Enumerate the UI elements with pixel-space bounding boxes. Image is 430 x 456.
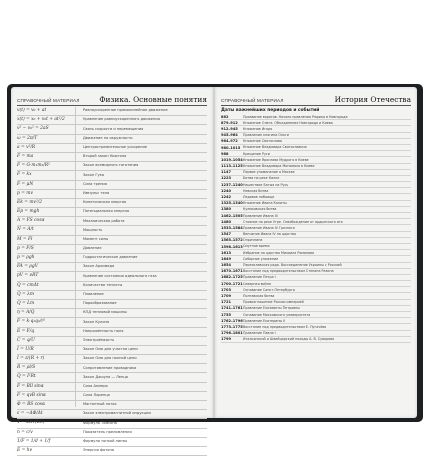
formula: I = ε/(R + r) <box>17 356 44 361</box>
event-year: 1670–1671 <box>221 269 243 273</box>
formula: F = BIl sinα <box>17 384 44 389</box>
formula-description: Уравнение равноускоренного движения <box>83 117 160 121</box>
event-text: Нашествие Батыя на Русь <box>243 182 411 187</box>
formula: ω = 2π/T <box>17 136 37 141</box>
event-text: Правление Павла I <box>243 331 411 336</box>
formula: FA = ρgV <box>17 264 38 269</box>
table-row <box>17 355 207 364</box>
event-text: Восстание под предводительством Степана Разина <box>243 269 411 274</box>
formula: R = ρl/S <box>17 365 35 370</box>
formula: 1/F = 1/d + 1/f <box>17 439 50 444</box>
table-row <box>17 144 207 153</box>
event-text: Княжение Ивана Калиты <box>243 201 411 206</box>
event-year: 1598–1613 <box>221 245 243 249</box>
table-row <box>17 346 207 355</box>
formula-description: Закон Кулона <box>83 320 109 324</box>
event-text: Княжение Ярослава Мудрого в Киеве <box>243 157 411 162</box>
event-year: 1755 <box>221 313 231 317</box>
formula: A = FS cosα <box>17 218 44 223</box>
event-year: 964–972 <box>221 139 238 143</box>
event-year: 879–912 <box>221 121 238 125</box>
table-row <box>17 438 207 447</box>
table-row <box>17 171 207 180</box>
event-year: 1741–1761 <box>221 306 243 310</box>
table-row <box>17 236 207 245</box>
event-text: Невская битва <box>243 188 411 193</box>
history-rows <box>221 114 411 343</box>
event-text: Смутное время <box>243 244 411 249</box>
formula-description: Сила трения <box>83 182 107 186</box>
formula: Q = λm <box>17 292 34 297</box>
table-row <box>17 162 207 171</box>
event-year: 1547 <box>221 232 231 236</box>
formula-description: Закон Гука <box>83 173 104 177</box>
table-row <box>17 125 207 134</box>
event-year: 1613 <box>221 251 231 255</box>
formula: F = k·q₁q₂/r² <box>17 319 45 324</box>
table-row <box>17 226 207 235</box>
event-text: Опричнина <box>243 238 411 243</box>
history-table <box>221 107 411 343</box>
event-text: Княжение Владимира Мономаха в Киеве <box>243 164 411 169</box>
formula: C = q/U <box>17 338 35 343</box>
event-year: 1223 <box>221 176 231 180</box>
left-page-title: Физика. Основные понятия <box>99 95 207 104</box>
table-row <box>17 153 207 162</box>
event-year: 1147 <box>221 170 231 174</box>
event-year: 1709 <box>221 294 231 298</box>
table-row <box>17 447 207 456</box>
formula-description: Сила Ампера <box>83 384 108 388</box>
event-year: 1113–1125 <box>221 164 243 168</box>
event-year: 1533–1584 <box>221 226 243 230</box>
formula: x(t) = x₀ + v₀t + at²/2 <box>17 117 65 122</box>
formula: p = ρgh <box>17 255 35 260</box>
event-year: 1649 <box>221 257 231 261</box>
formula-description: Сопротивление проводника <box>83 366 136 370</box>
event-year: 1019–1054 <box>221 158 243 162</box>
table-row <box>17 135 207 144</box>
event-text: Княжение Владимира Святославича <box>243 145 411 150</box>
formula-description: Показатель преломления <box>83 430 132 434</box>
table-row <box>17 291 207 300</box>
formula-description: Парообразование <box>83 301 117 305</box>
formula-description: Импульс тела <box>83 191 109 195</box>
right-page-title: История Отечества <box>335 95 411 104</box>
event-text: Полтавская битва <box>243 293 411 298</box>
table-row <box>17 217 207 226</box>
formula-description: Магнитный поток <box>83 402 117 406</box>
table-row <box>17 410 207 419</box>
event-text: Северная война <box>243 281 411 286</box>
event-year: 862 <box>221 115 229 119</box>
event-text: Правление Петра I <box>243 275 411 280</box>
formula-description: Формула тонкой линзы <box>83 439 127 443</box>
formula: p = mv <box>17 191 33 196</box>
formula: v² − v₀² = 2aS <box>17 126 49 131</box>
event-text: Стояние на реке Угре. Освобождение от ордынского ига <box>243 219 411 224</box>
formula-description: Закон Ома для полной цепи <box>83 356 137 360</box>
left-page-header <box>17 94 207 106</box>
formula: Q = Lm <box>17 301 34 306</box>
formula-description: Центростремительное ускорение <box>83 145 147 149</box>
table-row <box>17 245 207 254</box>
physics-table <box>17 107 207 456</box>
event-text: Правление Елизаветы Петровны <box>243 306 411 311</box>
table-row <box>17 364 207 373</box>
event-year: 1773–1775 <box>221 325 243 329</box>
left-section-label: СПРАВОЧНЫЙ МАТЕРИАЛ <box>17 98 80 103</box>
formula: ε = −ΔΦ/Δt <box>17 411 43 416</box>
table-row <box>17 181 207 190</box>
history-subtitle: Даты важнейших периодов и событий <box>221 107 411 114</box>
formula-description: Гидростатическое давление <box>83 255 137 259</box>
formula-description: Электроёмкость <box>83 338 114 342</box>
table-row <box>17 107 207 116</box>
event-text: Первое упоминание о Москве <box>243 170 411 175</box>
right-page <box>215 87 417 418</box>
table-row <box>17 254 207 263</box>
event-year: 1325–1340 <box>221 201 243 205</box>
formula-description: Момент силы <box>83 237 108 241</box>
table-row <box>17 300 207 309</box>
formula-description: Кинетическая энергия <box>83 200 126 204</box>
formula-description: Второй закон Ньютона <box>83 154 126 158</box>
formula-description: Формула Томсона <box>83 421 117 425</box>
event-text: Правление княгини Ольги <box>243 133 411 138</box>
formula-description: Сила Лоренца <box>83 393 110 397</box>
event-text: Правление Ивана III <box>243 213 411 218</box>
table-row <box>17 208 207 217</box>
table-row <box>17 199 207 208</box>
formula-description: Механическая работа <box>83 219 125 223</box>
table-row <box>17 116 207 125</box>
table-row <box>17 190 207 199</box>
formula-description: Уравнение состояния идеального газа <box>83 274 157 278</box>
event-year: 1380 <box>221 207 231 211</box>
event-text: Провозглашение России империей <box>243 300 411 305</box>
formula-description: Плавление <box>83 292 104 296</box>
event-year: 1796–1801 <box>221 331 243 335</box>
formula-description: Мощность <box>83 228 102 232</box>
table-row <box>17 401 207 410</box>
formula-description: КПД тепловой машины <box>83 310 127 314</box>
formula: M = Fl <box>17 237 32 242</box>
event-year: 1242 <box>221 195 231 199</box>
event-text: Крещение Руси <box>243 151 411 156</box>
event-year: 912–945 <box>221 127 238 131</box>
formula-description: Закон Джоуля — Ленца <box>83 375 128 379</box>
event-year: 1682–1725 <box>221 275 243 279</box>
formula-description: Количество теплоты <box>83 283 122 287</box>
formula: F = qvB sinα <box>17 393 46 398</box>
event-year: 988 <box>221 152 229 156</box>
formula: I = U/R <box>17 347 34 352</box>
event-year: 980–1015 <box>221 146 240 150</box>
formula: N = A/t <box>17 227 34 232</box>
event-year: 1700–1721 <box>221 282 243 286</box>
list-item <box>221 337 411 343</box>
event-text: Основание Московского университета <box>243 312 411 317</box>
event-text: Правление Екатерины II <box>243 318 411 323</box>
event-year: 1799 <box>221 337 231 341</box>
event-text: Правление Ивана IV Грозного <box>243 225 411 230</box>
event-text: Битва на реке Калке <box>243 176 411 181</box>
event-text: Княжение Игоря <box>243 126 411 131</box>
formula: T = 2π√(LC) <box>17 420 45 425</box>
formula: Q = I²Rt <box>17 374 36 379</box>
table-row <box>17 328 207 337</box>
right-section-label: СПРАВОЧНЫЙ МАТЕРИАЛ <box>221 98 284 103</box>
table-row <box>17 309 207 318</box>
left-page <box>11 87 213 418</box>
event-text: Избрание на царство Михаила Романова <box>243 250 411 255</box>
event-year: 1462–1505 <box>221 214 243 218</box>
event-year: 1237–1240 <box>221 183 243 187</box>
formula: v(t) = v₀ + at <box>17 108 46 113</box>
event-text: Куликовская битва <box>243 207 411 212</box>
formula-description: Закон всемирного тяготения <box>83 163 138 167</box>
formula: F = G·m₁m₂/R² <box>17 163 50 168</box>
formula: p = F/S <box>17 246 34 251</box>
formula: a = v²/R <box>17 145 35 150</box>
formula-description: Закон Ома для участка цепи <box>83 347 138 351</box>
event-text: Соборное уложение <box>243 256 411 261</box>
formula: pV = νRT <box>17 273 38 278</box>
event-text: Основание Санкт-Петербурга <box>243 287 411 292</box>
table-row <box>17 272 207 281</box>
event-year: 1240 <box>221 189 231 193</box>
formula-description: Закон электромагнитной индукции <box>83 411 151 415</box>
formula-description: Закон Архимеда <box>83 264 114 268</box>
event-year: 1703 <box>221 288 231 292</box>
formula-description: Напряжённость поля <box>83 329 123 333</box>
formula: n = c/v <box>17 430 33 435</box>
event-text: Княжение Святослава <box>243 139 411 144</box>
table-row <box>17 282 207 291</box>
formula: F = ma <box>17 154 33 159</box>
right-page-header <box>221 94 411 106</box>
formula: E = F/q <box>17 329 34 334</box>
formula: η = A/Q <box>17 310 34 315</box>
formula-description: Равноускоренное прямолинейное движение <box>83 108 168 112</box>
table-row <box>17 263 207 272</box>
table-row <box>17 318 207 327</box>
event-year: 1721 <box>221 300 231 304</box>
event-text: Княжение Олега. Объединение Новгорода и Киева <box>243 120 411 125</box>
formula: Φ = BS cosα <box>17 402 45 407</box>
table-row <box>17 419 207 428</box>
formula: Ep = mgh <box>17 209 39 214</box>
event-text: Ледовое побоище <box>243 194 411 199</box>
event-year: 1762–1796 <box>221 319 243 323</box>
formula-description: Энергия фотона <box>83 448 114 452</box>
table-row <box>17 383 207 392</box>
event-year: 1654 <box>221 263 231 267</box>
formula: E = hν <box>17 448 32 453</box>
table-row <box>17 373 207 382</box>
event-text: Переяславская рада. Воссоединение Украины с Россией <box>243 263 411 268</box>
formula: F = μN <box>17 182 33 187</box>
formula-description: Потенциальная энергия <box>83 209 129 213</box>
formula-description: Давление <box>83 246 102 250</box>
event-year: 945–964 <box>221 133 238 137</box>
event-text: Венчание Ивана IV на царство <box>243 232 411 237</box>
formula: Q = cmΔt <box>17 283 39 288</box>
table-row <box>17 337 207 346</box>
formula: Ek = mv²/2 <box>17 200 42 205</box>
event-year: 1565–1572 <box>221 238 243 242</box>
table-row <box>17 392 207 401</box>
formula: F = kx <box>17 172 32 177</box>
event-text: Призвание варягов. Начало правления Рюрика в Новгороде <box>243 114 411 119</box>
event-text: Итальянский и Швейцарский походы А. В. Суворова <box>243 337 411 342</box>
formula-description: Связь скорости и перемещения <box>83 127 143 131</box>
formula-description: Движение по окружности <box>83 136 132 140</box>
event-year: 1480 <box>221 220 231 224</box>
event-text: Восстание под предводительством Е. Пугачёва <box>243 324 411 329</box>
